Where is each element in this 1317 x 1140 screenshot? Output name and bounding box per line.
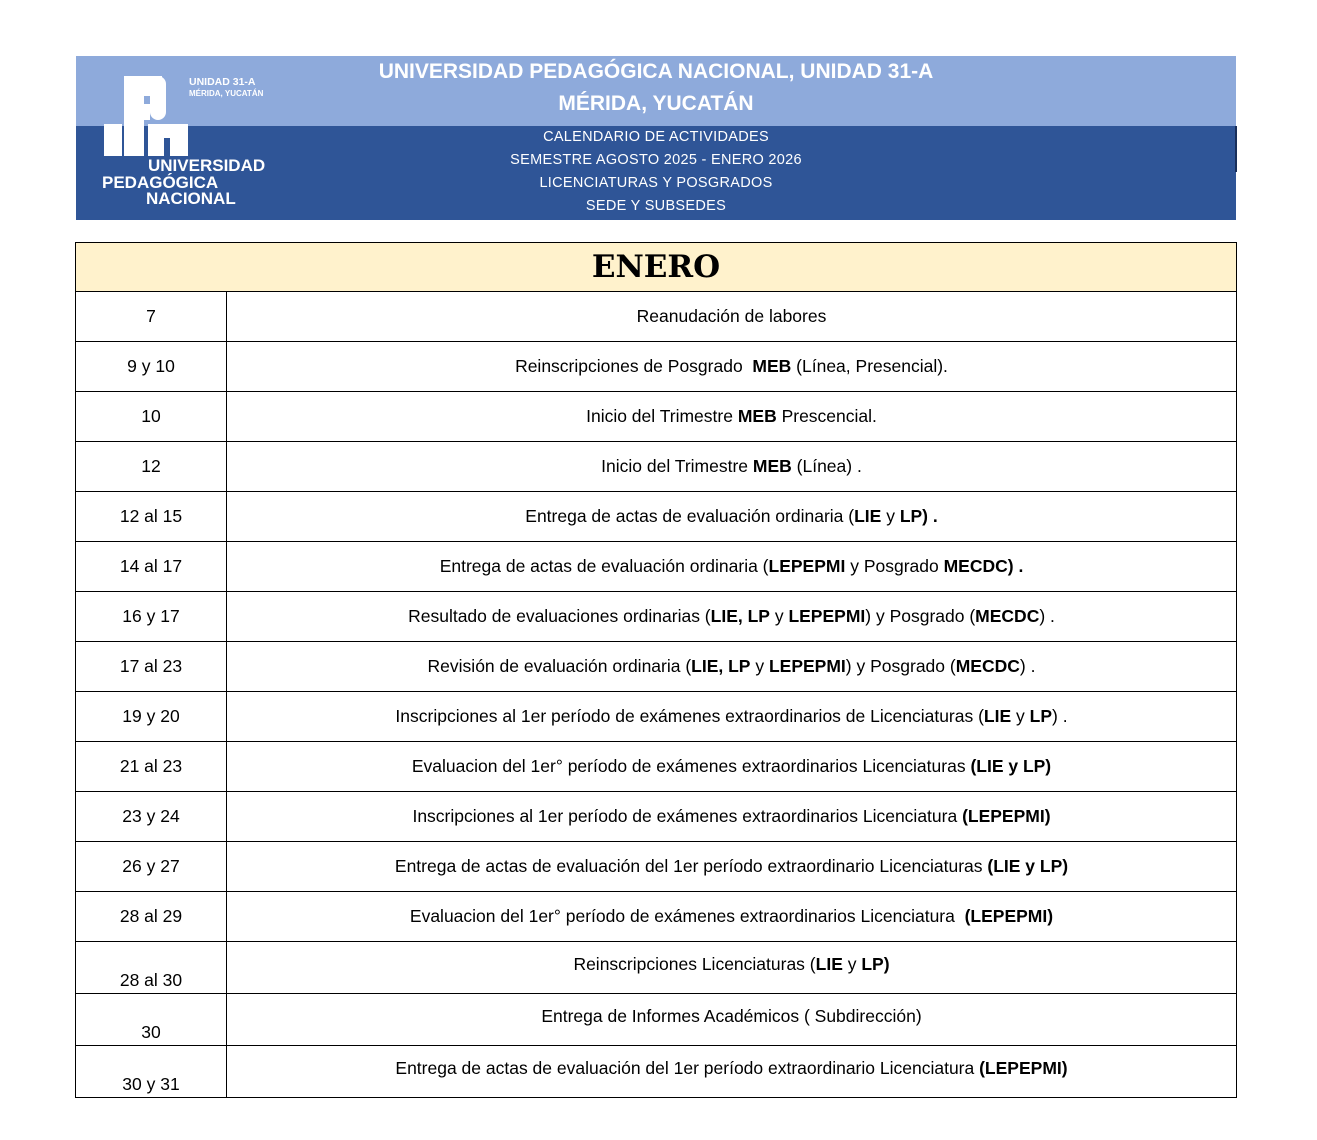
activity-text: ) . — [1019, 656, 1036, 676]
row-date: 23 y 24 — [76, 792, 227, 842]
row-activity — [227, 994, 1237, 1046]
month-header-row — [76, 243, 1237, 292]
activity-text-bold: MECDC — [975, 606, 1040, 626]
activity-text: Inicio del Trimestre — [586, 406, 738, 426]
activity-text-bold: LP — [1029, 706, 1053, 726]
activity-text: (Línea) . — [791, 456, 862, 476]
table-row — [76, 692, 1237, 742]
row-activity — [227, 1046, 1237, 1098]
activity-text: Inscripciones al 1er período de exámenes extraordinarios de Licenciaturas ( — [395, 706, 984, 726]
row-activity — [227, 742, 1237, 792]
row-activity — [227, 542, 1237, 592]
activity-text: Reinscripciones de Posgrado — [515, 356, 753, 376]
header-title-line2: MÉRIDA, YUCATÁN — [558, 92, 754, 115]
activity-text-bold: MEB — [752, 456, 792, 476]
row-date: 30 y 31 — [76, 1046, 227, 1098]
row-date: 14 al 17 — [76, 542, 227, 592]
activity-text-bold: LIE — [983, 706, 1012, 726]
activity-text-bold: (LIE y LP) — [970, 756, 1052, 776]
row-activity — [227, 692, 1237, 742]
header-title-line1: UNIVERSIDAD PEDAGÓGICA NACIONAL, UNIDAD 31-A — [378, 60, 934, 83]
header-subtitle-line1: CALENDARIO DE ACTIVIDADES — [543, 129, 769, 145]
activity-text: ) . — [1052, 706, 1068, 726]
activity-text-bold: LEPEPMI — [768, 556, 846, 576]
activity-text: Entrega de actas de evaluación ordinaria ( — [525, 506, 855, 526]
activity-text: Evaluacion del 1er° período de exámenes extraordinarios Licenciatura — [409, 906, 965, 926]
table-row — [76, 642, 1237, 692]
activity-text-bold: LIE — [854, 506, 882, 526]
activity-text: ) y Posgrado ( — [865, 606, 976, 626]
row-activity — [227, 342, 1237, 392]
row-date: 28 al 30 — [76, 942, 227, 994]
activity-text: Resultado de evaluaciones ordinarias ( — [408, 606, 711, 626]
activity-text: Evaluacion del 1er° período de exámenes extraordinarios Licenciaturas — [411, 756, 971, 776]
activity-text-bold: LP) . — [899, 506, 938, 526]
row-date: 12 al 15 — [76, 492, 227, 542]
table-row — [76, 392, 1237, 442]
row-date: 26 y 27 — [76, 842, 227, 892]
logo-word-pedagogica: PEDAGÓGICA — [102, 173, 219, 192]
activity-text: Entrega de Informes Académicos ( Subdirección) — [541, 1006, 922, 1026]
activity-text-bold: LIE, LP — [691, 656, 751, 676]
activity-text: ) . — [1039, 606, 1055, 626]
activity-text: Inscripciones al 1er período de exámenes extraordinarios Licenciatura — [412, 806, 963, 826]
header-subtitle-line4: SEDE Y SUBSEDES — [585, 198, 727, 214]
row-date: 9 y 10 — [76, 342, 227, 392]
table-row — [76, 942, 1237, 994]
table-row — [76, 592, 1237, 642]
row-date: 17 al 23 — [76, 642, 227, 692]
activity-text: Revisión de evaluación ordinaria ( — [427, 656, 692, 676]
activity-text-bold: MEB — [737, 406, 777, 426]
row-date: 16 y 17 — [76, 592, 227, 642]
header-subtitle-line2: SEMESTRE AGOSTO 2025 - ENERO 2026 — [510, 152, 802, 168]
activity-text-bold: LEPEPMI — [788, 606, 866, 626]
row-date: 28 al 29 — [76, 892, 227, 942]
row-activity — [227, 442, 1237, 492]
activity-text-bold: LEPEPMI — [768, 656, 846, 676]
activity-text-bold: LIE — [815, 954, 843, 974]
calendar-table — [75, 242, 1237, 1098]
table-row — [76, 994, 1237, 1046]
table-row — [76, 892, 1237, 942]
activity-text: y — [881, 506, 900, 526]
upn-logo — [76, 56, 276, 220]
upn-logo-mark — [100, 74, 200, 160]
activity-text-bold: (LEPEPMI) — [962, 806, 1051, 826]
activity-text: y — [750, 656, 769, 676]
table-row — [76, 292, 1237, 342]
activity-text: Entrega de actas de evaluación ordinaria ( — [439, 556, 769, 576]
activity-text: Entrega de actas de evaluación del 1er período extraordinario Licenciatura — [395, 1058, 980, 1078]
row-activity — [227, 642, 1237, 692]
activity-text-bold: LP) — [861, 954, 890, 974]
logo-word-nacional: NACIONAL — [146, 189, 236, 208]
row-activity — [227, 592, 1237, 642]
row-date: 12 — [76, 442, 227, 492]
row-activity — [227, 892, 1237, 942]
table-row — [76, 542, 1237, 592]
row-date: 21 al 23 — [76, 742, 227, 792]
activity-text-bold: LIE, LP — [710, 606, 770, 626]
row-date: 7 — [76, 292, 227, 342]
logo-city-text: MÉRIDA, YUCATÁN — [189, 89, 264, 98]
table-row — [76, 842, 1237, 892]
activity-text: y — [842, 954, 862, 974]
table-row — [76, 792, 1237, 842]
header-subtitle-line3: LICENCIATURAS Y POSGRADOS — [539, 175, 773, 191]
activity-text: Entrega de actas de evaluación del 1er período extraordinario Licenciaturas — [394, 856, 988, 876]
table-row — [76, 1046, 1237, 1098]
activity-text: y Posgrado — [845, 556, 944, 576]
activity-text: Prescencial. — [776, 406, 877, 426]
table-row — [76, 742, 1237, 792]
table-row — [76, 342, 1237, 392]
logo-unit-text: UNIDAD 31-A — [189, 76, 256, 88]
activity-text: (Línea, Presencial). — [791, 356, 948, 376]
month-title: ENERO — [76, 243, 1237, 292]
row-date: 19 y 20 — [76, 692, 227, 742]
row-activity — [227, 842, 1237, 892]
row-activity — [227, 942, 1237, 994]
table-row — [76, 492, 1237, 542]
row-activity — [227, 792, 1237, 842]
activity-text-bold: MECDC — [955, 656, 1020, 676]
activity-text-bold: (LEPEPMI) — [979, 1058, 1068, 1078]
activity-text: Reanudación de labores — [636, 306, 827, 326]
activity-text: y — [1011, 706, 1030, 726]
row-date: 10 — [76, 392, 227, 442]
banner-edge-line — [1235, 126, 1237, 172]
row-activity — [227, 292, 1237, 342]
header-banner — [76, 56, 1236, 220]
table-row — [76, 442, 1237, 492]
activity-text-bold: (LEPEPMI) — [964, 906, 1054, 926]
row-date: 30 — [76, 994, 227, 1046]
activity-text: y — [769, 606, 789, 626]
activity-text-bold: (LIE y LP) — [987, 856, 1069, 876]
logo-word-universidad: UNIVERSIDAD — [148, 156, 266, 175]
activity-text-bold: MECDC) . — [943, 556, 1024, 576]
activity-text: Reinscripciones Licenciaturas ( — [573, 954, 816, 974]
activity-text: Inicio del Trimestre — [601, 456, 753, 476]
activity-text-bold: MEB — [752, 356, 792, 376]
row-activity — [227, 492, 1237, 542]
activity-text: ) y Posgrado ( — [845, 656, 956, 676]
row-activity — [227, 392, 1237, 442]
